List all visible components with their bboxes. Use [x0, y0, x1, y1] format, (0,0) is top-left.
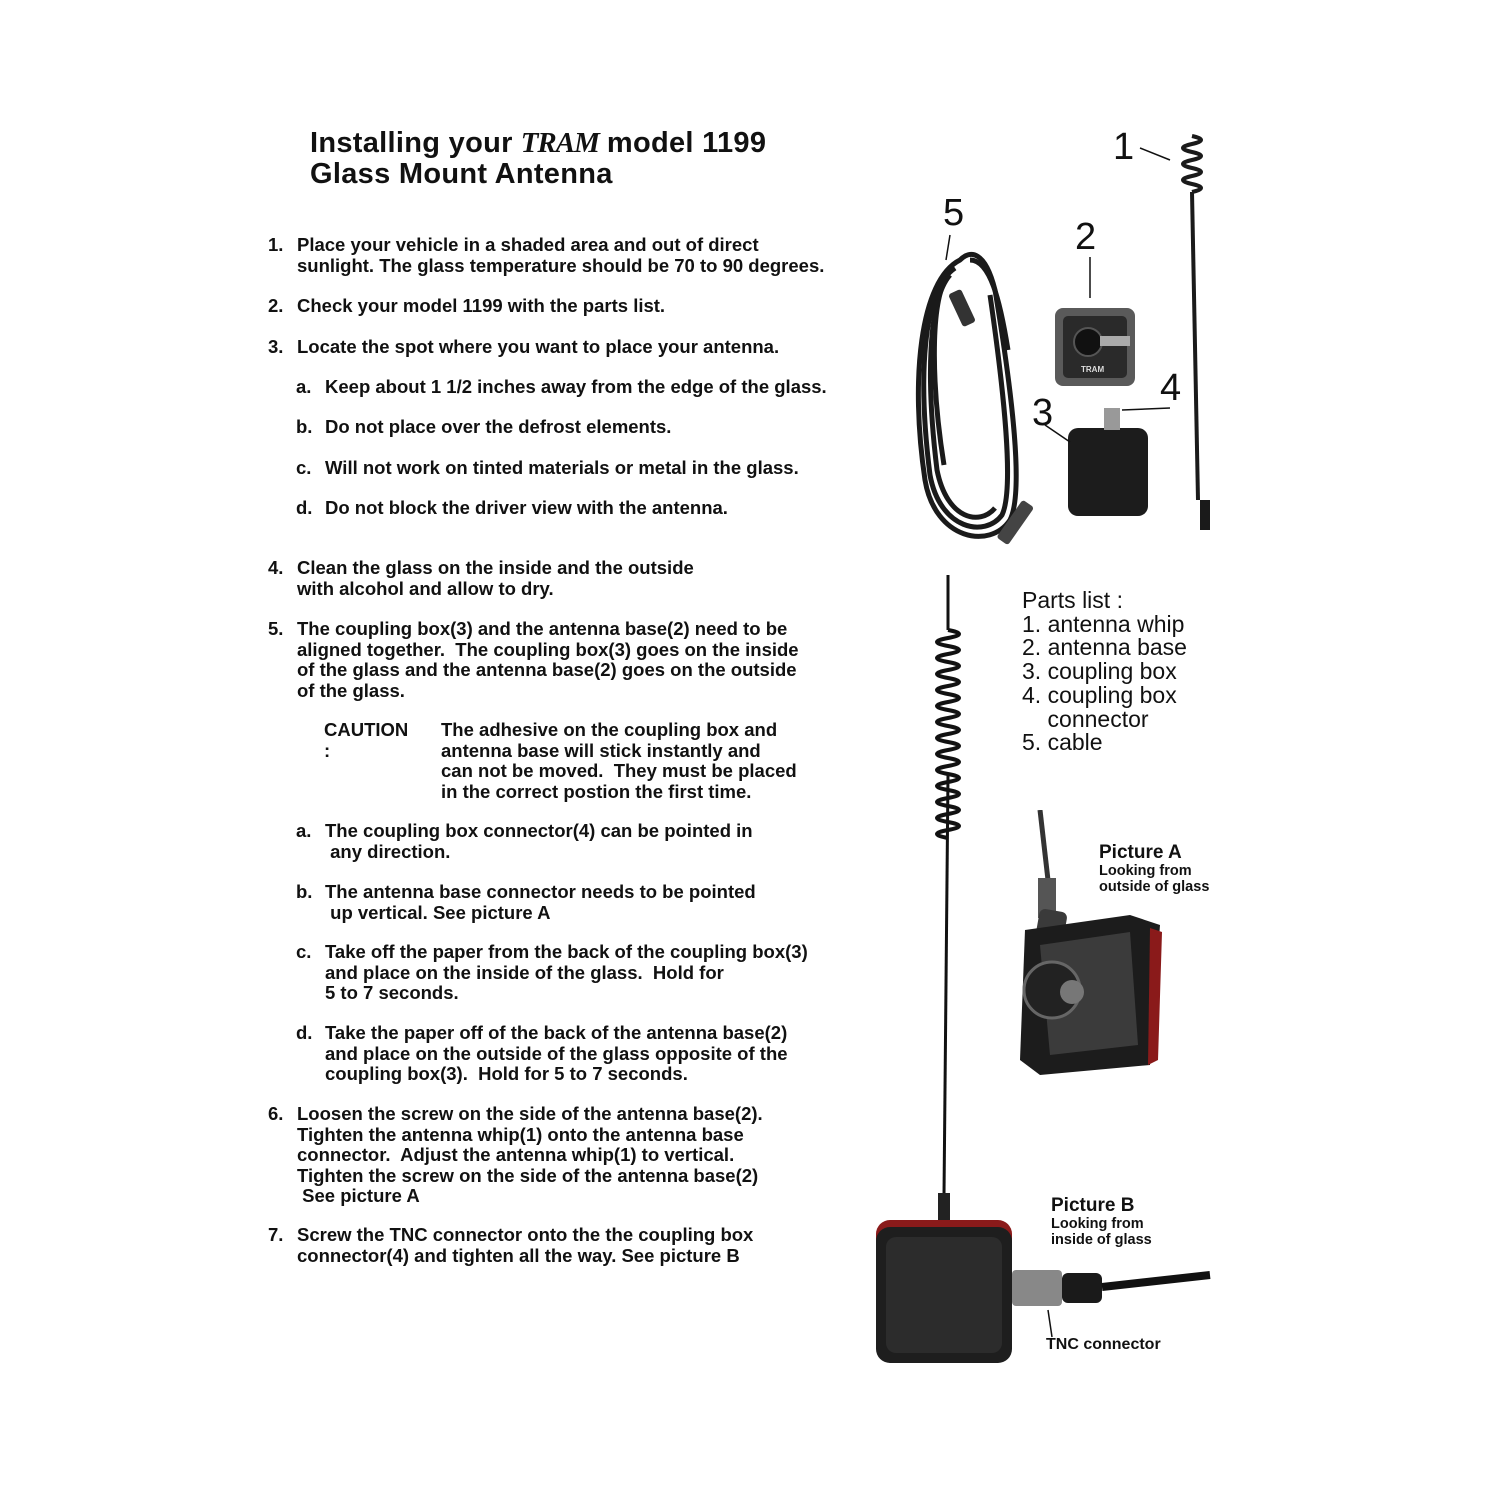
step-letter: a.	[296, 376, 312, 397]
step-text: Take the paper off of the back of the antenna base(2) and place on the outside of the glass opposite of the coupling box(3). Hold for 5 to 7 seconds.	[325, 1022, 788, 1084]
step-letter: a.	[296, 820, 312, 841]
step-letter: d.	[296, 1022, 313, 1043]
brand-logo: TRAM	[520, 127, 599, 159]
step-text: Screw the TNC connector onto the the coupling box connector(4) and tighten all the way. See picture B	[297, 1224, 754, 1266]
step-letter: d.	[296, 497, 313, 518]
step-text: Check your model 1199 with the parts list.	[297, 295, 666, 316]
step-letter: b.	[296, 881, 313, 902]
page-title	[310, 128, 766, 190]
callout-leaders	[946, 148, 1170, 442]
step-letter: c.	[296, 941, 312, 962]
step-text: Will not work on tinted materials or metal in the glass.	[325, 457, 799, 478]
step-text: The coupling box connector(4) can be pointed in any direction.	[325, 820, 753, 862]
parts-photo	[900, 120, 1240, 560]
tnc-cable	[1102, 1275, 1210, 1287]
coupling-box	[1068, 428, 1148, 516]
base-logo: TRAM	[1081, 365, 1105, 374]
parts-list-item: 3. coupling box	[1022, 658, 1177, 685]
step-number: 1.	[268, 234, 284, 255]
caution-label: CAUTION :	[324, 719, 409, 761]
step-number: 5.	[268, 618, 284, 639]
step-text: Loosen the screw on the side of the antenna base(2). Tighten the antenna whip(1) onto the antenna base connector. Adjust the antenna whip(1) to vertical. Tighten the screw on the side of the antenna base(2) See picture A	[297, 1103, 763, 1206]
parts-list-item: 1. antenna whip	[1022, 610, 1185, 637]
picture-a-sub2: outside of glass	[1099, 878, 1210, 895]
step-text: Place your vehicle in a shaded area and out of direct sunlight. The glass temperature should be 70 to 90 degrees.	[297, 234, 825, 276]
step-text: The antenna base connector needs to be pointed up vertical. See picture A	[325, 881, 756, 923]
step-letter: b.	[296, 416, 313, 437]
step-text: Take off the paper from the back of the coupling box(3) and place on the inside of the glass. Hold for 5 to 7 seconds.	[325, 941, 808, 1003]
step-text: The coupling box(3) and the antenna base(2) need to be aligned together. The coupling box(3) goes on the inside of the glass and the antenna base(2) goes on the outside of the glass.	[297, 618, 799, 701]
step-text: Keep about 1 1/2 inches away from the edge of the glass.	[325, 376, 827, 397]
callout-2: 2	[1075, 216, 1097, 258]
coupling-connector	[1104, 408, 1120, 430]
picture-b-caption	[1051, 1195, 1152, 1248]
step-number: 7.	[268, 1224, 284, 1245]
step-letter: c.	[296, 457, 312, 478]
step-number: 4.	[268, 557, 284, 578]
picture-a-caption	[1099, 842, 1209, 895]
antenna-whip	[1183, 136, 1210, 530]
callout-5: 5	[943, 192, 965, 234]
cable-coil	[918, 254, 1016, 536]
parts-list-item: 5. cable	[1022, 729, 1103, 756]
title-line2: Glass Mount Antenna	[310, 158, 613, 190]
picture-b-sub2: inside of glass	[1051, 1231, 1152, 1248]
cable-connector-top	[948, 289, 976, 328]
callout-3: 3	[1032, 392, 1054, 434]
parts-list-item: 4. coupling box	[1022, 681, 1177, 708]
picture-b-title: Picture B	[1051, 1195, 1135, 1216]
title-line1-pre: Installing your	[310, 127, 513, 159]
picture-a-sub1: Looking from	[1099, 863, 1192, 879]
tnc-connector	[1012, 1270, 1062, 1306]
picture-a-title: Picture A	[1099, 842, 1182, 863]
step-number: 2.	[268, 295, 284, 316]
step-text: Clean the glass on the inside and the outside with alcohol and allow to dry.	[297, 557, 694, 599]
title-line1-post: model 1199	[606, 127, 767, 159]
tnc-connector-label: TNC connector	[1046, 1336, 1161, 1353]
parts-list-heading: Parts list :	[1022, 587, 1123, 613]
step-number: 6.	[268, 1103, 284, 1124]
picture-b-sub1: Looking from	[1051, 1216, 1144, 1232]
callout-1: 1	[1113, 126, 1135, 168]
caution-text: The adhesive on the coupling box and antenna base will stick instantly and can not be moved. They must be placed in the correct postion the first time.	[441, 719, 797, 802]
parts-list-item: connector	[1022, 705, 1149, 732]
step-text: Locate the spot where you want to place your antenna.	[297, 336, 780, 357]
parts-list-item: 2. antenna base	[1022, 634, 1187, 661]
step-number: 3.	[268, 336, 284, 357]
callout-4: 4	[1160, 367, 1182, 409]
step-text: Do not block the driver view with the antenna.	[325, 497, 728, 518]
antenna-base-mount	[1074, 328, 1102, 356]
step-text: Do not place over the defrost elements.	[325, 416, 672, 437]
